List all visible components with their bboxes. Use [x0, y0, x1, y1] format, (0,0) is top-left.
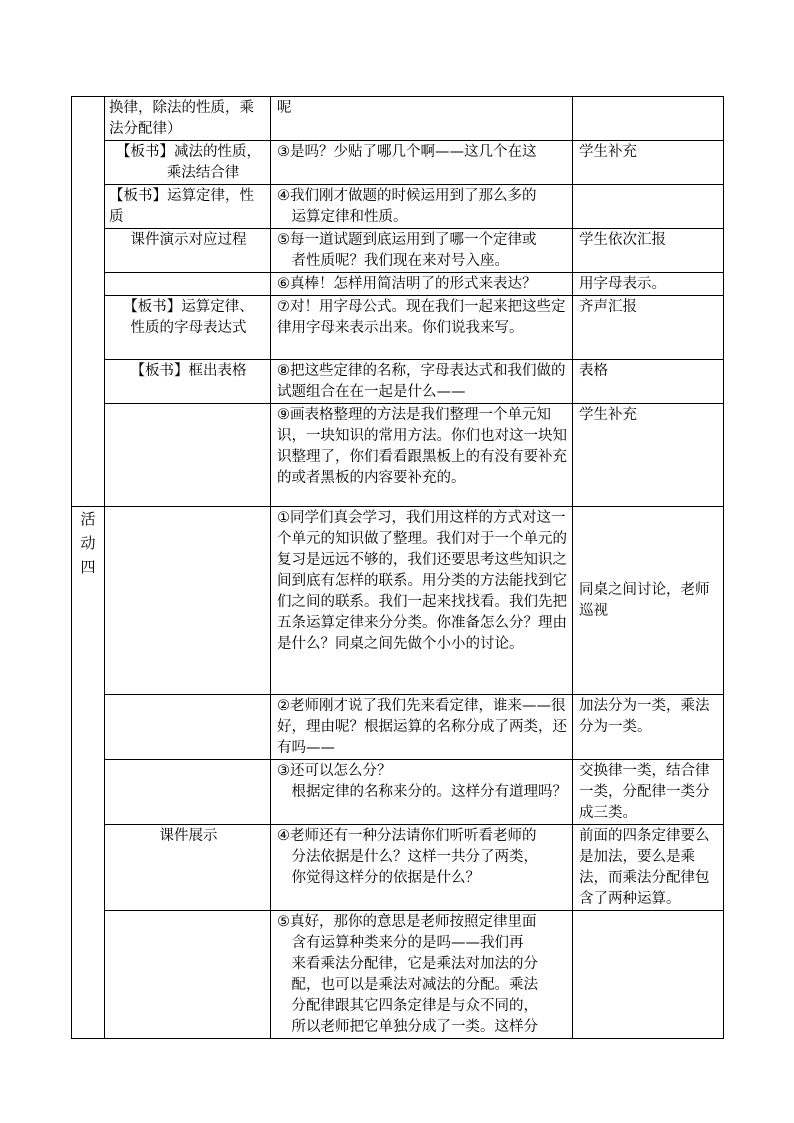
table-row	[72, 760, 724, 825]
table-row	[72, 825, 724, 911]
table-row	[72, 507, 724, 695]
table-row	[72, 185, 724, 229]
student-cell: 学生依次汇报	[573, 229, 724, 273]
student-cell: 表格	[573, 360, 724, 404]
teacher-cell: ⑤每一道试题到底运用到了哪一个定律或 者性质呢？我们现在来对号入座。	[271, 229, 573, 273]
student-cell: 前面的四条定律要么是加法，要么是乘法，而乘法分配律包含了两种运算。	[573, 825, 724, 911]
teacher-cell: ②老师刚才说了我们先来看定律，谁来——很好，理由呢？根据运算的名称分成了两类，还有吗——	[271, 695, 573, 760]
teacher-cell: ④老师还有一种分法请你们听听看老师的 分法依据是什么？这样一共分了两类， 你觉得这样分的依据是什么？	[271, 825, 573, 911]
board-cell	[105, 760, 271, 825]
board-cell	[105, 507, 271, 695]
teacher-cell: 呢	[271, 97, 573, 141]
teacher-cell: ③还可以怎么分？ 根据定律的名称来分的。这样分有道理吗？	[271, 760, 573, 825]
table-row	[72, 404, 724, 507]
student-cell: 加法分为一类，乘法分为一类。	[573, 695, 724, 760]
teacher-cell: ⑤真好，那你的意思是老师按照定律里面 含有运算种类来分的是吗——我们再 来看乘法分配律，它是乘法对加法的分 配，也可以是乘法对减法的分配。乘法 分配律跟其它四条定律是与众不同的， 所以老师把它单独分成了一类。这样分	[271, 911, 573, 1039]
student-cell: 交换律一类，结合律一类，分配律一类分成三类。	[573, 760, 724, 825]
table-row	[72, 911, 724, 1039]
teacher-cell: ⑨画表格整理的方法是我们整理一个单元知识，一块知识的常用方法。你们也对这一块知识整理了，你们看看跟黑板上的有没有要补充的或者黑板的内容要补充的。	[271, 404, 573, 507]
student-cell: 齐声汇报	[573, 296, 724, 360]
table-row	[72, 141, 724, 185]
board-cell: 【板书】减法的性质， 乘法结合律	[105, 141, 271, 185]
board-cell: 【板书】运算定律，性质	[105, 185, 271, 229]
board-cell: 课件演示对应过程	[105, 229, 271, 273]
board-cell: 【板书】框出表格	[105, 360, 271, 404]
table-row	[72, 360, 724, 404]
student-cell	[573, 507, 724, 695]
student-cell	[573, 185, 724, 229]
teacher-cell: ⑥真棒！怎样用简洁明了的形式来表达？	[271, 273, 573, 296]
student-cell: 学生补充	[573, 141, 724, 185]
teacher-cell: ①同学们真会学习，我们用这样的方式对这一个单元的知识做了整理。我们对于一个单元的复习是远远不够的，我们还要思考这些知识之间到底有怎样的联系。用分类的方法能找到它们之间的联系。我们一起来找找看。我们先把五条运算定律来分分类。你准备怎么分？理由是什么？同桌之间先做个小小的讨论。	[271, 507, 573, 695]
student-cell	[573, 97, 724, 141]
student-cell	[573, 911, 724, 1039]
table-row	[72, 695, 724, 760]
table-row	[72, 273, 724, 296]
board-cell: 课件展示	[105, 825, 271, 911]
lesson-plan-table	[71, 96, 724, 1039]
student-cell: 用字母表示。	[573, 273, 724, 296]
table-row	[72, 229, 724, 273]
section-label-cell-prev	[72, 97, 105, 507]
board-cell	[105, 695, 271, 760]
section-label-char: 四	[80, 558, 96, 576]
teacher-cell: ④我们刚才做题的时候运用到了那么多的 运算定律和性质。	[271, 185, 573, 229]
board-cell	[105, 911, 271, 1039]
board-cell: 【板书】运算定律、 性质的字母表达式	[105, 296, 271, 360]
table-row	[72, 97, 724, 141]
teacher-cell: ③是吗？少贴了哪几个啊——这几个在这	[271, 141, 573, 185]
board-cell	[105, 404, 271, 507]
table-row	[72, 296, 724, 360]
board-cell	[105, 273, 271, 296]
board-cell: 换律，除法的性质，乘法分配律）	[105, 97, 271, 141]
section-label-char: 活	[80, 510, 96, 528]
section-label-char: 动	[80, 534, 96, 552]
teacher-cell: ⑦对！用字母公式。现在我们一起来把这些定律用字母来表示出来。你们说我来写。	[271, 296, 573, 360]
student-cell: 学生补充	[573, 404, 724, 507]
student-text: 同桌之间讨论，老师巡视	[579, 581, 710, 619]
teacher-cell: ⑧把这些定律的名称，字母表达式和我们做的试题组合在在一起是什么——	[271, 360, 573, 404]
section-label-activity-four	[72, 507, 105, 1039]
